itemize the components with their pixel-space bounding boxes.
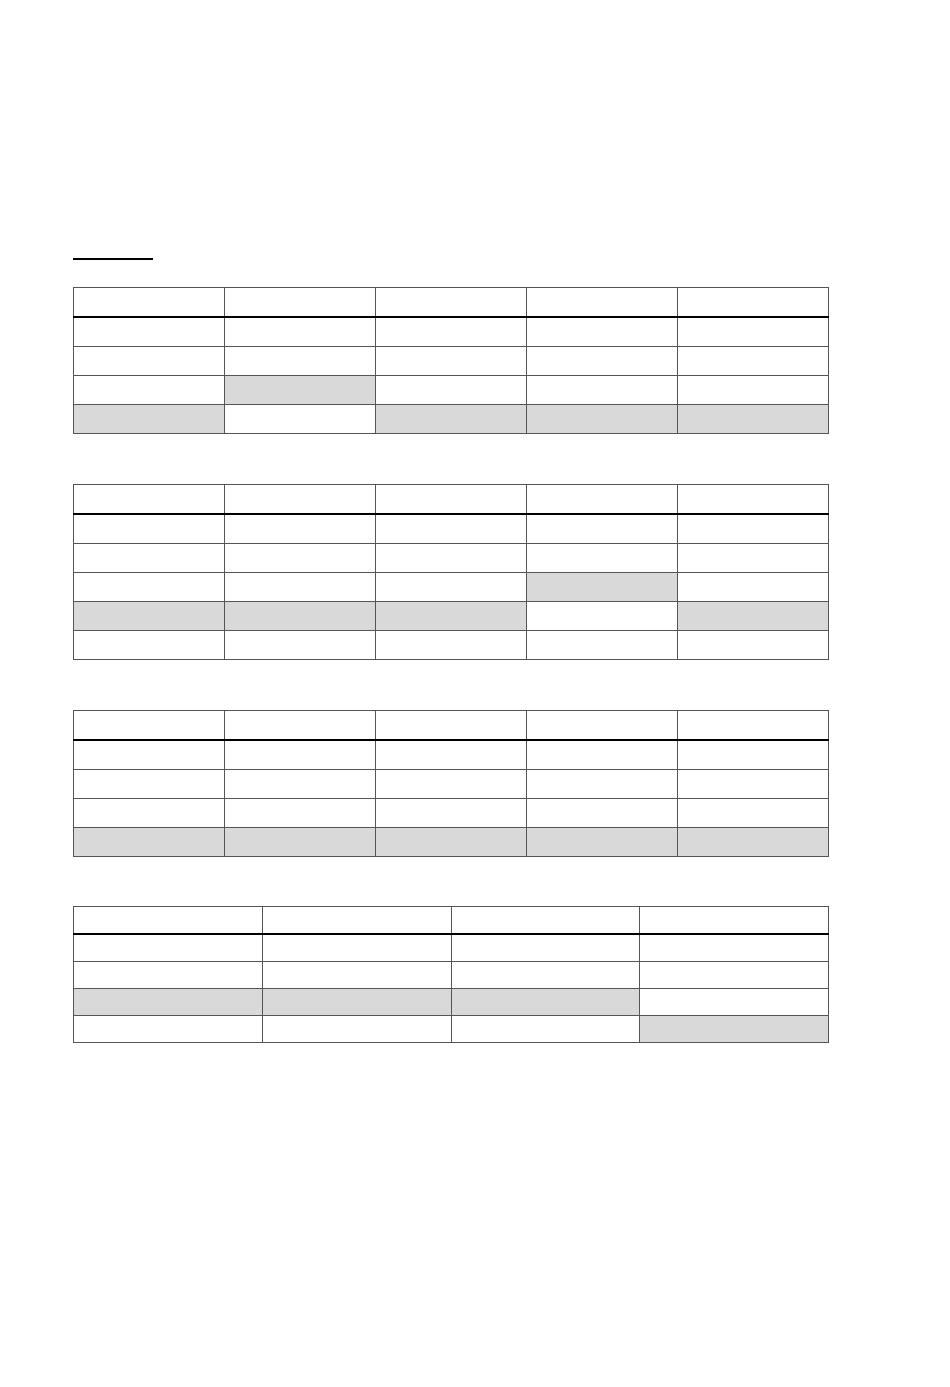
table-cell [225, 544, 376, 573]
table-cell-shaded [225, 376, 376, 405]
table-cell-shaded [640, 1016, 829, 1043]
table-cell [678, 573, 829, 602]
table-cell [527, 288, 678, 318]
table-cell [74, 770, 225, 799]
table-cell [74, 573, 225, 602]
table-cell [678, 288, 829, 318]
table-cell-shaded [678, 602, 829, 631]
table-row [74, 317, 829, 347]
table-cell [527, 631, 678, 660]
table-cell [225, 573, 376, 602]
table-cell [225, 317, 376, 347]
table-cell [376, 544, 527, 573]
table-cell [678, 740, 829, 770]
table-cell [640, 907, 829, 935]
table-cell-shaded [225, 602, 376, 631]
table-cell [376, 631, 527, 660]
table-cell [376, 740, 527, 770]
table-cell [678, 514, 829, 544]
table-row [74, 907, 829, 935]
table-cell [376, 711, 527, 741]
table-cell [640, 989, 829, 1016]
table-cell [678, 799, 829, 828]
table-cell [74, 317, 225, 347]
table-cell [527, 544, 678, 573]
table-cell [527, 485, 678, 515]
table-cell [262, 907, 451, 935]
table-cell [678, 631, 829, 660]
table-row [74, 544, 829, 573]
table-cell [640, 962, 829, 989]
table-cell [74, 485, 225, 515]
table-cell [225, 405, 376, 434]
table-cell-shaded [74, 828, 225, 857]
table-cell [527, 317, 678, 347]
table-cell [376, 514, 527, 544]
table-cell [74, 631, 225, 660]
table-cell [527, 799, 678, 828]
table-4 [73, 906, 829, 1043]
table-cell-shaded [527, 405, 678, 434]
table-cell [225, 485, 376, 515]
table-row [74, 740, 829, 770]
table-cell-shaded [74, 405, 225, 434]
table-row [74, 347, 829, 376]
table-cell-shaded [262, 989, 451, 1016]
table-cell [74, 347, 225, 376]
table-row [74, 288, 829, 318]
table-cell [527, 376, 678, 405]
table-cell [451, 907, 640, 935]
table-cell [74, 1016, 263, 1043]
table-row [74, 934, 829, 962]
table-cell-shaded [678, 405, 829, 434]
table-cell [678, 376, 829, 405]
table-cell [678, 317, 829, 347]
table-row [74, 631, 829, 660]
table-row [74, 602, 829, 631]
table-cell [376, 485, 527, 515]
table-cell [225, 631, 376, 660]
table-cell [527, 514, 678, 544]
table-row [74, 405, 829, 434]
table-cell [74, 740, 225, 770]
table-cell [376, 799, 527, 828]
table-3 [73, 710, 829, 857]
table-cell-shaded [376, 602, 527, 631]
table-row [74, 828, 829, 857]
table-cell-shaded [74, 989, 263, 1016]
table-cell-shaded [225, 828, 376, 857]
table-row [74, 770, 829, 799]
table-cell [225, 711, 376, 741]
table-cell-shaded [527, 573, 678, 602]
table-cell-shaded [527, 828, 678, 857]
table-cell [376, 288, 527, 318]
table-row [74, 573, 829, 602]
table-cell-shaded [451, 989, 640, 1016]
table-cell [376, 770, 527, 799]
table-cell [527, 347, 678, 376]
table-cell [262, 1016, 451, 1043]
table-cell [678, 485, 829, 515]
table-cell [225, 799, 376, 828]
table-row [74, 799, 829, 828]
table-cell [225, 347, 376, 376]
table-row [74, 514, 829, 544]
title-underline [73, 258, 153, 260]
table-cell [678, 770, 829, 799]
table-cell [376, 573, 527, 602]
table-cell [678, 711, 829, 741]
table-cell [640, 934, 829, 962]
table-cell [376, 347, 527, 376]
table-cell-shaded [376, 405, 527, 434]
table-cell [376, 376, 527, 405]
table-cell [376, 317, 527, 347]
table-cell [74, 962, 263, 989]
table-cell [451, 934, 640, 962]
table-cell [451, 1016, 640, 1043]
table-cell [678, 544, 829, 573]
table-cell [74, 934, 263, 962]
table-cell [678, 347, 829, 376]
table-cell [74, 544, 225, 573]
table-cell [74, 799, 225, 828]
table-row [74, 711, 829, 741]
table-cell [225, 514, 376, 544]
table-row [74, 376, 829, 405]
table-cell [527, 770, 678, 799]
table-row [74, 989, 829, 1016]
table-cell [262, 962, 451, 989]
table-cell [74, 907, 263, 935]
table-cell [225, 740, 376, 770]
table-cell [527, 740, 678, 770]
table-cell [262, 934, 451, 962]
table-cell [74, 288, 225, 318]
table-cell-shaded [74, 602, 225, 631]
table-cell-shaded [678, 828, 829, 857]
table-cell [527, 711, 678, 741]
table-cell [225, 288, 376, 318]
table-cell [74, 711, 225, 741]
table-row [74, 1016, 829, 1043]
table-cell [225, 770, 376, 799]
table-1 [73, 287, 829, 434]
table-cell-shaded [376, 828, 527, 857]
table-cell [527, 602, 678, 631]
table-2 [73, 484, 829, 660]
table-cell [74, 514, 225, 544]
table-row [74, 485, 829, 515]
table-cell [451, 962, 640, 989]
table-row [74, 962, 829, 989]
table-cell [74, 376, 225, 405]
